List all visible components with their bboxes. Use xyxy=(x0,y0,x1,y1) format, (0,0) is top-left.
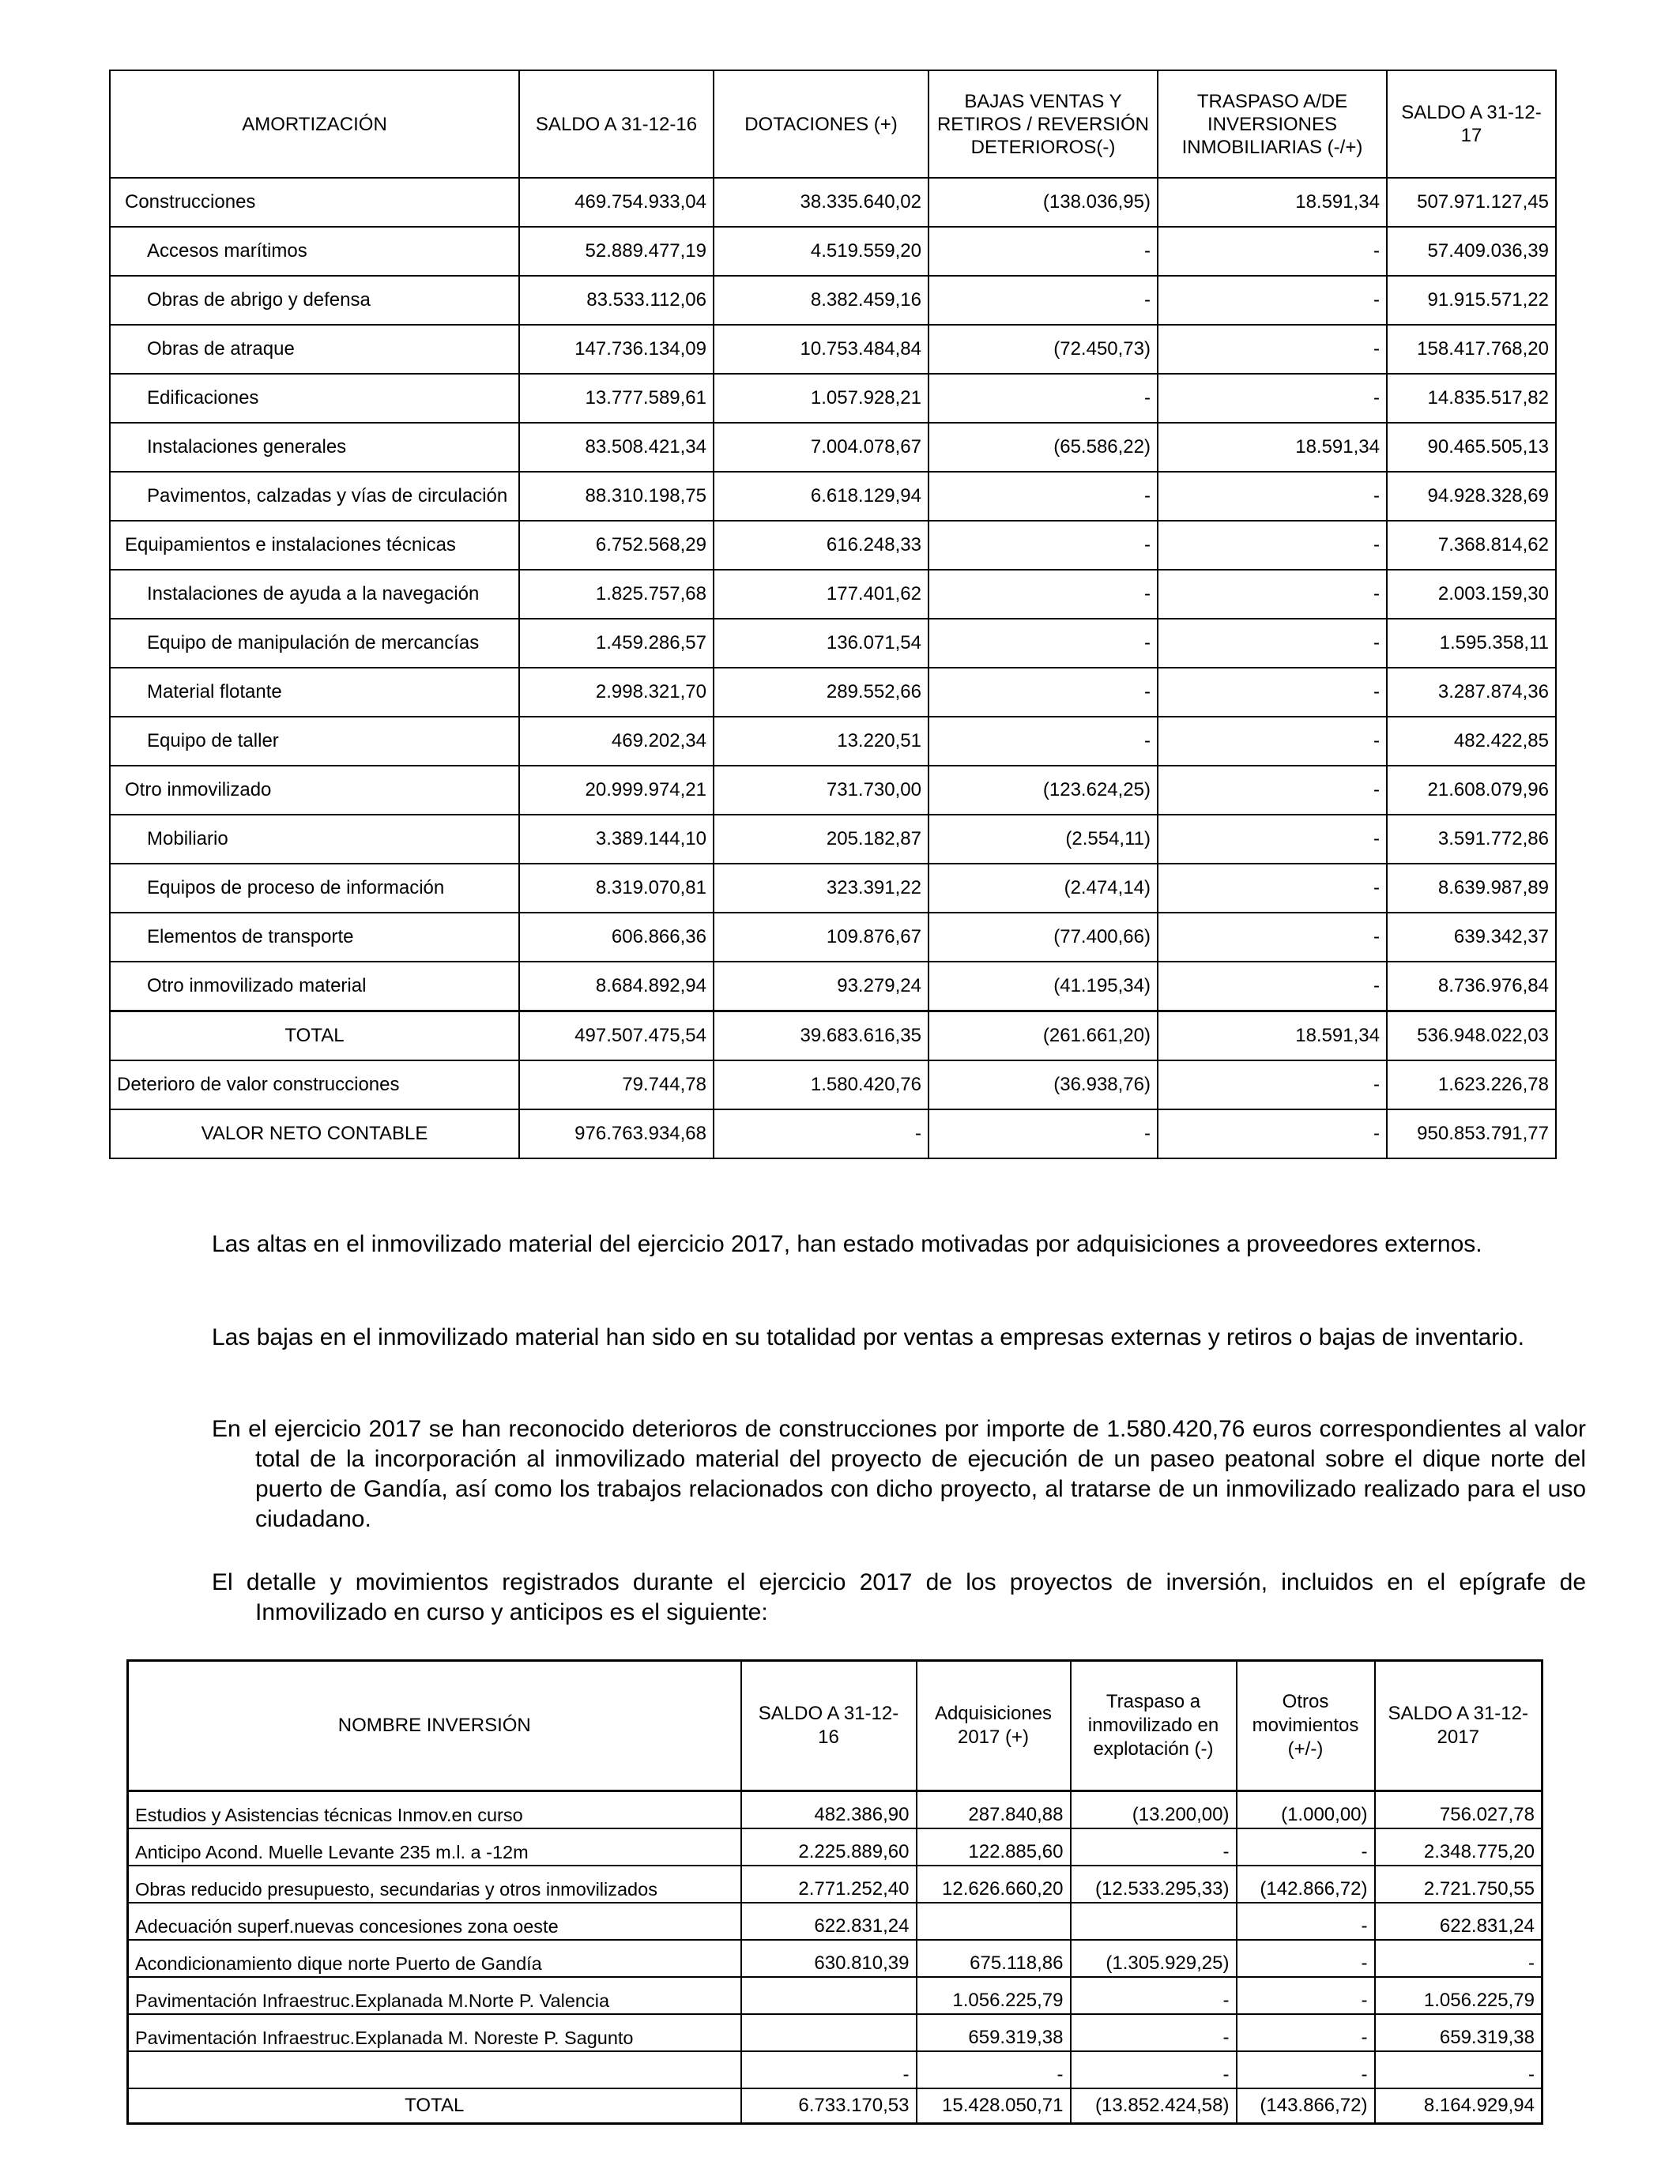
cell-value: 83.533.112,06 xyxy=(519,276,714,325)
cell-value: - xyxy=(1158,276,1387,325)
cell-value: 675.118,86 xyxy=(917,1940,1071,1977)
table-row xyxy=(110,717,1556,766)
cell-value: - xyxy=(1071,1977,1237,2014)
table-row xyxy=(110,325,1556,374)
cell-value: - xyxy=(929,668,1158,717)
cell-value: 15.428.050,71 xyxy=(917,2088,1071,2124)
cell-value: (138.036,95) xyxy=(929,178,1158,227)
row-label: Deterioro de valor construcciones xyxy=(110,1060,519,1109)
cell-value: 1.623.226,78 xyxy=(1387,1060,1556,1109)
cell-value: 18.591,34 xyxy=(1158,1011,1387,1061)
valor-neto-row xyxy=(110,1109,1556,1158)
cell-value: 8.736.976,84 xyxy=(1387,962,1556,1011)
cell-value xyxy=(1071,1903,1237,1940)
column-header: SALDO A 31-12-2017 xyxy=(1375,1661,1543,1791)
row-label: Estudios y Asistencias técnicas Inmov.en curso xyxy=(128,1791,741,1829)
cell-value: - xyxy=(929,472,1158,521)
cell-value: 1.595.358,11 xyxy=(1387,619,1556,668)
deterioro-row xyxy=(110,1060,1556,1109)
row-label: Material flotante xyxy=(110,668,519,717)
row-label: Obras reducido presupuesto, secundarias y otros inmovilizados xyxy=(128,1866,741,1903)
table-row xyxy=(128,1791,1543,1829)
cell-value: 3.591.772,86 xyxy=(1387,815,1556,864)
column-header: AMORTIZACIÓN xyxy=(110,70,519,178)
cell-value: - xyxy=(1375,2051,1543,2088)
cell-value: 622.831,24 xyxy=(741,1903,917,1940)
row-label: Equipamientos e instalaciones técnicas xyxy=(110,521,519,570)
cell-value: - xyxy=(1071,1828,1237,1866)
cell-value: - xyxy=(1237,1828,1375,1866)
cell-value: 289.552,66 xyxy=(714,668,929,717)
cell-value: (261.661,20) xyxy=(929,1011,1158,1061)
cell-value: 6.618.129,94 xyxy=(714,472,929,521)
table-row xyxy=(110,815,1556,864)
row-label: Equipo de manipulación de mercancías xyxy=(110,619,519,668)
cell-value: 2.348.775,20 xyxy=(1375,1828,1543,1866)
cell-value: 8.684.892,94 xyxy=(519,962,714,1011)
cell-value: 639.342,37 xyxy=(1387,913,1556,962)
table-row xyxy=(110,570,1556,619)
cell-value: (123.624,25) xyxy=(929,766,1158,815)
cell-value: - xyxy=(1158,472,1387,521)
cell-value: (13.200,00) xyxy=(1071,1791,1237,1829)
cell-value: 3.389.144,10 xyxy=(519,815,714,864)
table-row xyxy=(110,178,1556,227)
table-row xyxy=(128,1903,1543,1940)
cell-value: - xyxy=(1071,2014,1237,2051)
cell-value: (13.852.424,58) xyxy=(1071,2088,1237,2124)
table-row xyxy=(110,766,1556,815)
cell-value: - xyxy=(1158,1060,1387,1109)
cell-value: 6.752.568,29 xyxy=(519,521,714,570)
cell-value: - xyxy=(917,2051,1071,2088)
cell-value: - xyxy=(1158,864,1387,913)
cell-value: - xyxy=(1158,325,1387,374)
column-header: Adquisiciones 2017 (+) xyxy=(917,1661,1071,1791)
cell-value: 13.220,51 xyxy=(714,717,929,766)
table-row xyxy=(110,962,1556,1011)
cell-value: 79.744,78 xyxy=(519,1060,714,1109)
cell-value: 83.508.421,34 xyxy=(519,423,714,472)
row-label: VALOR NETO CONTABLE xyxy=(110,1109,519,1158)
row-label: Instalaciones de ayuda a la navegación xyxy=(110,570,519,619)
cell-value: - xyxy=(929,1109,1158,1158)
cell-value xyxy=(741,1977,917,2014)
cell-value: 158.417.768,20 xyxy=(1387,325,1556,374)
cell-value: (65.586,22) xyxy=(929,423,1158,472)
cell-value: (1.305.929,25) xyxy=(1071,1940,1237,1977)
column-header: Otros movimientos (+/-) xyxy=(1237,1661,1375,1791)
cell-value: 1.057.928,21 xyxy=(714,374,929,423)
cell-value: (72.450,73) xyxy=(929,325,1158,374)
cell-value: 38.335.640,02 xyxy=(714,178,929,227)
cell-value: - xyxy=(1158,815,1387,864)
cell-value: (41.195,34) xyxy=(929,962,1158,1011)
cell-value: 7.004.078,67 xyxy=(714,423,929,472)
table-row xyxy=(110,619,1556,668)
cell-value: 731.730,00 xyxy=(714,766,929,815)
cell-value: - xyxy=(1375,1940,1543,1977)
cell-value: 18.591,34 xyxy=(1158,423,1387,472)
cell-value: 2.003.159,30 xyxy=(1387,570,1556,619)
row-label: TOTAL xyxy=(128,2088,741,2124)
cell-value: 8.319.070,81 xyxy=(519,864,714,913)
cell-value: 94.928.328,69 xyxy=(1387,472,1556,521)
cell-value: - xyxy=(929,374,1158,423)
cell-value: - xyxy=(929,619,1158,668)
cell-value: - xyxy=(1158,227,1387,276)
cell-value: 756.027,78 xyxy=(1375,1791,1543,1829)
cell-value: - xyxy=(929,227,1158,276)
cell-value: - xyxy=(1158,766,1387,815)
cell-value: 8.164.929,94 xyxy=(1375,2088,1543,2124)
cell-value: 88.310.198,75 xyxy=(519,472,714,521)
cell-value: 109.876,67 xyxy=(714,913,929,962)
row-label: Obras de abrigo y defensa xyxy=(110,276,519,325)
cell-value: 536.948.022,03 xyxy=(1387,1011,1556,1061)
row-label: Equipo de taller xyxy=(110,717,519,766)
cell-value: - xyxy=(741,2051,917,2088)
cell-value: (77.400,66) xyxy=(929,913,1158,962)
column-header: SALDO A 31-12-16 xyxy=(741,1661,917,1791)
table-row xyxy=(110,374,1556,423)
row-label: Acondicionamiento dique norte Puerto de Gandía xyxy=(128,1940,741,1977)
cell-value: - xyxy=(1158,521,1387,570)
cell-value: 12.626.660,20 xyxy=(917,1866,1071,1903)
row-label: Pavimentación Infraestruc.Explanada M. Noreste P. Sagunto xyxy=(128,2014,741,2051)
cell-value: (12.533.295,33) xyxy=(1071,1866,1237,1903)
cell-value: 469.754.933,04 xyxy=(519,178,714,227)
column-header: BAJAS VENTAS Y RETIROS / REVERSIÓN DETERIOROS(-) xyxy=(929,70,1158,178)
paragraph-bajas: Las bajas en el inmovilizado material han sido en su totalidad por ventas a empresas externas y retiros o bajas de inventario. xyxy=(212,1324,1524,1350)
cell-value: 57.409.036,39 xyxy=(1387,227,1556,276)
column-header: Traspaso a inmovilizado en explotación (-) xyxy=(1071,1661,1237,1791)
table-row xyxy=(128,2051,1543,2088)
cell-value: - xyxy=(929,717,1158,766)
paragraph-deterioros: En el ejercicio 2017 se han reconocido deterioros de construcciones por importe de 1.580.420,76 euros correspondientes al valor total de la incorporación al inmovilizado material del proyecto de ejecución de un paseo peatonal sobre el dique norte del puerto de Gandía, así como los trabajos relacionados con dicho proyecto, al tratarse de un inmovilizado realizado para el uso ciudadano. xyxy=(212,1416,1586,1532)
cell-value: 10.753.484,84 xyxy=(714,325,929,374)
cell-value: 39.683.616,35 xyxy=(714,1011,929,1061)
cell-value: - xyxy=(1237,2014,1375,2051)
cell-value: 91.915.571,22 xyxy=(1387,276,1556,325)
cell-value: 950.853.791,77 xyxy=(1387,1109,1556,1158)
cell-value: 482.422,85 xyxy=(1387,717,1556,766)
cell-value: 18.591,34 xyxy=(1158,178,1387,227)
cell-value: 4.519.559,20 xyxy=(714,227,929,276)
row-label xyxy=(128,2051,741,2088)
cell-value: - xyxy=(1237,1977,1375,2014)
cell-value: - xyxy=(1158,668,1387,717)
cell-value xyxy=(741,2014,917,2051)
table-header-row xyxy=(128,1661,1543,1791)
cell-value: 90.465.505,13 xyxy=(1387,423,1556,472)
row-label: Obras de atraque xyxy=(110,325,519,374)
cell-value: 2.225.889,60 xyxy=(741,1828,917,1866)
table-header-row xyxy=(110,70,1556,178)
column-header: TRASPASO A/DE INVERSIONES INMOBILIARIAS (-/+) xyxy=(1158,70,1387,178)
column-header: DOTACIONES (+) xyxy=(714,70,929,178)
row-label: Equipos de proceso de información xyxy=(110,864,519,913)
cell-value: 606.866,36 xyxy=(519,913,714,962)
cell-value: 323.391,22 xyxy=(714,864,929,913)
row-label: Pavimentación Infraestruc.Explanada M.Norte P. Valencia xyxy=(128,1977,741,2014)
cell-value: 622.831,24 xyxy=(1375,1903,1543,1940)
row-label: Edificaciones xyxy=(110,374,519,423)
row-label: Anticipo Acond. Muelle Levante 235 m.l. a -12m xyxy=(128,1828,741,1866)
cell-value: 287.840,88 xyxy=(917,1791,1071,1829)
cell-value: 630.810,39 xyxy=(741,1940,917,1977)
row-label: Otro inmovilizado material xyxy=(110,962,519,1011)
cell-value: - xyxy=(1158,1109,1387,1158)
total-row xyxy=(128,2088,1543,2124)
table-row xyxy=(110,864,1556,913)
cell-value: - xyxy=(1237,1903,1375,1940)
cell-value: - xyxy=(1237,1940,1375,1977)
column-header: SALDO A 31-12-16 xyxy=(519,70,714,178)
cell-value: 7.368.814,62 xyxy=(1387,521,1556,570)
cell-value: 13.777.589,61 xyxy=(519,374,714,423)
paragraph-detalle: El detalle y movimientos registrados durante el ejercicio 2017 de los proyectos de inversión, incluidos en el epígrafe de Inmovilizado en curso y anticipos es el siguiente: xyxy=(212,1569,1586,1625)
table-row xyxy=(128,1940,1543,1977)
row-label: Elementos de transporte xyxy=(110,913,519,962)
cell-value: - xyxy=(1071,2051,1237,2088)
column-header: SALDO A 31-12-17 xyxy=(1387,70,1556,178)
cell-value: 2.998.321,70 xyxy=(519,668,714,717)
cell-value: 1.056.225,79 xyxy=(917,1977,1071,2014)
cell-value xyxy=(917,1903,1071,1940)
cell-value: 52.889.477,19 xyxy=(519,227,714,276)
total-row xyxy=(110,1011,1556,1061)
cell-value: 507.971.127,45 xyxy=(1387,178,1556,227)
cell-value: 2.771.252,40 xyxy=(741,1866,917,1903)
cell-value: 3.287.874,36 xyxy=(1387,668,1556,717)
table-row xyxy=(128,1977,1543,2014)
cell-value: 469.202,34 xyxy=(519,717,714,766)
cell-value: (142.866,72) xyxy=(1237,1866,1375,1903)
cell-value: 122.885,60 xyxy=(917,1828,1071,1866)
cell-value: 93.279,24 xyxy=(714,962,929,1011)
cell-value: 976.763.934,68 xyxy=(519,1109,714,1158)
cell-value: (2.474,14) xyxy=(929,864,1158,913)
table-row xyxy=(128,1828,1543,1866)
cell-value: - xyxy=(714,1109,929,1158)
investment-table xyxy=(126,1659,1543,2125)
cell-value: 1.056.225,79 xyxy=(1375,1977,1543,2014)
cell-value: - xyxy=(1158,619,1387,668)
cell-value: (2.554,11) xyxy=(929,815,1158,864)
cell-value: 482.386,90 xyxy=(741,1791,917,1829)
table-row xyxy=(110,668,1556,717)
table-row xyxy=(110,276,1556,325)
cell-value: 177.401,62 xyxy=(714,570,929,619)
cell-value: (143.866,72) xyxy=(1237,2088,1375,2124)
cell-value: 659.319,38 xyxy=(917,2014,1071,2051)
cell-value: 616.248,33 xyxy=(714,521,929,570)
cell-value: - xyxy=(1158,913,1387,962)
cell-value: (1.000,00) xyxy=(1237,1791,1375,1829)
paragraph-altas: Las altas en el inmovilizado material del ejercicio 2017, han estado motivadas por adquisiciones a proveedores externos. xyxy=(212,1231,1482,1257)
cell-value: 147.736.134,09 xyxy=(519,325,714,374)
cell-value: - xyxy=(1158,717,1387,766)
cell-value: 1.825.757,68 xyxy=(519,570,714,619)
row-label: Accesos marítimos xyxy=(110,227,519,276)
cell-value: 205.182,87 xyxy=(714,815,929,864)
table-row xyxy=(110,423,1556,472)
cell-value: 8.639.987,89 xyxy=(1387,864,1556,913)
row-label: Pavimentos, calzadas y vías de circulación xyxy=(110,472,519,521)
cell-value: 1.459.286,57 xyxy=(519,619,714,668)
amortization-table xyxy=(109,70,1557,1159)
table-row xyxy=(110,913,1556,962)
cell-value: 8.382.459,16 xyxy=(714,276,929,325)
table-row xyxy=(110,227,1556,276)
cell-value: - xyxy=(929,521,1158,570)
column-header: NOMBRE INVERSIÓN xyxy=(128,1661,741,1791)
cell-value: 136.071,54 xyxy=(714,619,929,668)
cell-value: - xyxy=(1158,374,1387,423)
cell-value: - xyxy=(929,570,1158,619)
table-row xyxy=(128,2014,1543,2051)
row-label: Mobiliario xyxy=(110,815,519,864)
cell-value: 6.733.170,53 xyxy=(741,2088,917,2124)
row-label: Instalaciones generales xyxy=(110,423,519,472)
row-label: TOTAL xyxy=(110,1011,519,1061)
cell-value: - xyxy=(929,276,1158,325)
row-label: Otro inmovilizado xyxy=(110,766,519,815)
table-row xyxy=(110,521,1556,570)
cell-value: 1.580.420,76 xyxy=(714,1060,929,1109)
cell-value: (36.938,76) xyxy=(929,1060,1158,1109)
cell-value: - xyxy=(1237,2051,1375,2088)
row-label: Construcciones xyxy=(110,178,519,227)
cell-value: 21.608.079,96 xyxy=(1387,766,1556,815)
cell-value: - xyxy=(1158,962,1387,1011)
table-row xyxy=(110,472,1556,521)
table-row xyxy=(128,1866,1543,1903)
cell-value: - xyxy=(1158,570,1387,619)
row-label: Adecuación superf.nuevas concesiones zona oeste xyxy=(128,1903,741,1940)
cell-value: 14.835.517,82 xyxy=(1387,374,1556,423)
cell-value: 20.999.974,21 xyxy=(519,766,714,815)
cell-value: 497.507.475,54 xyxy=(519,1011,714,1061)
cell-value: 2.721.750,55 xyxy=(1375,1866,1543,1903)
cell-value: 659.319,38 xyxy=(1375,2014,1543,2051)
